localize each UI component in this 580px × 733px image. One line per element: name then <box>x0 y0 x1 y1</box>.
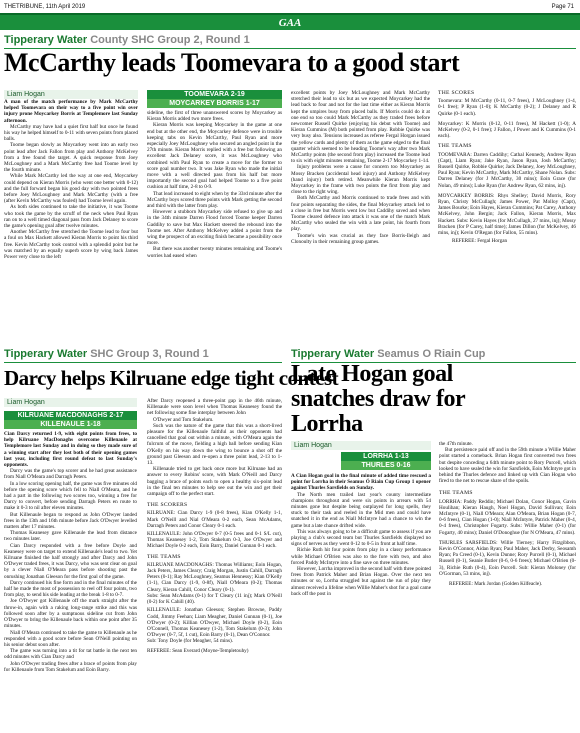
a1-section-sub: County SHC Group 2, Round 1 <box>90 34 250 46</box>
a1-scores-p1: Moycarkey: K Morris (0-12, 0-11 frees), M Hackett (1-0); A McKelvey (0-2, 0-1 free); J Fallon, J Power and K Cummins (0-1 each). <box>438 120 576 140</box>
gaa-banner <box>0 13 580 30</box>
a2-section-label <box>4 348 209 360</box>
a3-score-loser: THURLES 0-16 <box>341 461 431 470</box>
a2-teams-heading: THE TEAMS <box>147 553 181 560</box>
photo-placeholder <box>291 452 339 470</box>
a2-col1 <box>4 431 137 673</box>
a2-score-loser: KILLENAULE 1-18 <box>4 420 137 429</box>
a2-col2-p0: After Darcy reopened a three-point gap in the 46th minute, Killenaule were soon level when Thomas Keanesey found the net following some fine interplay between John <box>147 398 282 417</box>
a3-headline-line2: snatches draw for <box>291 386 466 412</box>
a2-col1-p0: Cian Darcy returned 1-9, with eight points from frees, to help Kilruane MacDonaghs overcome Killenaule at Templemore last Sunday and in doing so they made sure of a winning start after they lost both of their opening games last year, including first round defeat to last Sunday's opponents. <box>4 431 137 469</box>
a2-col1-p5: Cian Darcy responded with a free before Doyle and Keanesey were on target to extend Killenaule's lead to two. Yet Kilruane finished the half strongly and after Darcy and John O'Dwyer traded frees, it was Darcy, who was sent clear on goal by a clever Niall O'Meara pass before shooting past the onrushing Jonathan Gleeson for the first goal of the game. <box>4 542 137 580</box>
a1-teams-p1: MOYCARKEY BORRIS: Rhys Shelley; David Morris, Rory Ryan, Christy McCullagh; James Power, Pat Molloy (Capt), James Bourke; Eoin Hayes, Kieran Cummins; Pat Carey, Anthony McKelvey, John Bergin; Jack Fallon, Kieran Morris, Max Hackett. Subs: Kevin Hayes (for McCullagh, 27 mins, inj); Mossy Bracken (for P Carey, half time); James Dillon (for McKelvey, 46 mins, inj); Kevin O'Regan (for Fallon, 55 mins). <box>438 192 576 237</box>
a2-col1-p6: Darcy continued his fine form and in the final minutes of the half he made the most of possession to reel off four points, two from play, to send his side leading at the break 1-8 to 0-7. <box>4 579 137 599</box>
a2-rule <box>4 362 282 363</box>
a2-scorers-heading: THE SCORERS <box>147 502 188 509</box>
a1-scores-p0: Toomevara: M McCarthy (0-11, 0-7 frees), J McLoughney (1-4, 0-1 free); P Ryan (1-0); K McCarthy (0-2); J Delaney and R Quirke (0-1 each). <box>438 98 576 117</box>
a3-headline-line3: Lorrha <box>291 411 363 437</box>
a1-col2 <box>147 110 282 259</box>
a3-col1-p0: A Cian Hogan goal in the final minute of added time rescued a point for Lorrha in their Seamus Ó Riain Cup Group 1 opener against Thurles Sarsfields on Sunday. <box>291 473 431 492</box>
a3-section-main: Tipperary Water <box>291 348 378 360</box>
a2-scorers-p1: KILLENAULE: John O'Dwyer 0-7 (0-5 frees and 0-1 S/L cut), Thomas Keanesey 1-2, Tom Stakelum 0-3, Joe O'Dwyer and Michael Doyle 0-2 each, Eoin Barry, Daniel Gunnan 0-1 each. <box>147 531 282 550</box>
a3-teams-p0: LORRHA: Paddy Reddin; Michael Dolan, Conor Hogan, Gavin Houlihan; Kieran Haugh, Noel Hogan, David Sullivan; Eoin McIntyre (0-1), Niall O'Meara; Alan O'Meara, Brian Hogan (0-7, 0-6 frees), Cian Hogan (1-0); Niall McIntyre, Patrick Maher (0-4, 0-4 frees), Christopher Fogarty. Subs: Willie Maher (0-1) (for Fogarty, 40 mins); Daniel O'Donoghue (for N O'Meara, 47 mins). <box>439 498 576 536</box>
a2-section-sub: SHC Group 3, Round 1 <box>90 348 209 360</box>
a1-col1-p1: McCarthy may have had a quiet first half but once he found his way he helped himself to 0-11 with seven points from placed balls. <box>4 123 138 143</box>
a3-col1-p3: Richie Ruth hit four points from play in a classy performance while Michael O'Brien was also to the fore with two, and also forced Paddy McIntyre into a fine save on three minutes. <box>291 547 431 566</box>
a2-score-winner: KILRUANE MACDONAGHS 2-17 <box>4 411 137 420</box>
a1-col3-p2: Both McCarthy and Morris continued to trade frees and with four points separating the sides, the final Moycarkey attack led to a close in free but Morris went low but Caddihy saved and when Toome cleared defence into attack it was one of the match Mark McCarthy who sealed the win with a late point, his fourth from play. <box>291 195 430 233</box>
a3-section-sub: Seamus O Riain Cup <box>377 348 486 360</box>
a3-section-label <box>291 348 485 360</box>
banner-title: GAA <box>278 17 302 29</box>
a1-col3 <box>291 90 430 245</box>
a2-col1-p8: Niall O'Meara continued to take the game to Killenaule as he responded with a good score before Sean O'Neill pointing on his senior debut soon after. <box>4 629 137 648</box>
a2-section-main: Tipperary Water <box>4 348 91 360</box>
a2-teams-p2: KILLENAULE: Jonathan Gleeson; Stephen Browne, Paddy Codd, Jimmy Feehan; Liam Meagher, Daniel Gunnan (0-1), Joe O'Dwyer (0-2); Killian O'Dwyer, Michael Doyle (0-2), Eoin O'Connell, Thomas Keanesey (1-2), Tom Stakelum (0-3); John O'Dwyer (0-7, 5f, 1 cut), Eoin Barry (0-1), Dean O'Connor. <box>147 607 282 639</box>
a1-col1 <box>4 99 138 260</box>
a2-col2 <box>147 398 282 654</box>
a3-score-winner: LORRHA 1-13 <box>341 452 431 461</box>
a3-referee: REFEREE: Mark Jordan (Golden Kilfeacle). <box>449 581 543 588</box>
a2-headline: Darcy helps Kilruane edge tight contest <box>4 366 339 390</box>
a1-byline: Liam Hogan <box>4 90 138 99</box>
a3-col1 <box>291 473 431 597</box>
a1-col2-p4: But there was another twenty minutes remaining and Toome's worries had eased when <box>147 246 282 259</box>
a1-col1-p2: Toome began slowly as Moycarkey went into an early two point lead after Jack Fallon from play and Anthony McKelvey from a free found the target. A quick response from Joey McLoughney and a Mark McCarthy free had Toome level by the fourth minute. <box>4 142 138 174</box>
a1-referee: REFEREE: Fergal Horgan <box>452 238 508 245</box>
a2-col1-p7: Joe O'Dwyer got Killenaule off the mark straight after the throw-in, again with a raking long-range strike and this was followed soon after by a sumptuous sideline cut from John O'Dwyer to bring the Killenaule back within one point after 35 minutes. <box>4 598 137 630</box>
a1-score-loser: MOYCARKEY BORRIS 1-17 <box>147 99 282 108</box>
a1-col3-p1: Injury problems were a cause for concern too Moycarkey as Mossy Bracken (accidental head injury) and Anthony McKelvey (hand injury) both retired. Meanwhile Kieran Morris kept Moycarkey in the frame with two points the first from play and close to the right wing. <box>291 164 430 196</box>
a2-teams-p3: Sub: Tony Doyle (for Meagher, 54 mins). <box>147 638 234 645</box>
publication-date: THETRIBUNE, 11th April 2019 <box>4 4 86 10</box>
a3-col2 <box>439 441 576 587</box>
a1-section-label <box>4 34 250 46</box>
a3-col1-p4: However, Lorrha improved in the second half with three pointed frees from Patrick Maher and Brian Hogan. Over the next ten minutes or so, Lorrha struggled but against the run of play they almost received a lifeline when Willie Maher's shot for a goal came back off the post in <box>291 566 431 597</box>
a3-col1-p1: The North men trailed last year's county intermediate champions throughout and were six points in arrears with 54 minutes gone but despite being outplayed for long spells, they stuck to their task and reeled in the Mid men and could have snatched it in the end as Niall McIntyre had a chance to win the game but a late chance drifted wide. <box>291 491 431 529</box>
a1-col2-p2: That lead increased to eight when by the 33rd minute after the McCarthy boys scored three points with Mark getting the second and third with the latter from play. <box>147 190 282 210</box>
a1-col1-p4: As both sides continued to take the initiative, it was Toome who took the game by the scruff of the neck when Paul Ryan ran on to a well timed diagonal pass from Jack Delaney to score the game's opening goal after twelve minutes. <box>4 204 138 230</box>
a2-col2-p1: O'Dwyer and Tom Stakelum. <box>153 416 214 423</box>
a2-scorers-p0: KILRUANE: Cian Darcy 1-9 (0-8 frees), Kian O'Kelly 1-1, Mark O'Neill and Nial O'Meara 0-2 each, Sean McAdams, Darragh Peters and Conor Cleary 0-1 each. <box>147 510 282 529</box>
a1-col1-p5: Another McCarthy free stretched the Toome lead to four but a foul on Max Hackett allowed Kieran Morris to point his third free. Kevin McCarthy took control with a splendid point but he was matched by an equally superb score by wing back James Power very close to the left <box>4 229 138 261</box>
a1-col2-p3: However a stubborn Moycarkey side refused to give up and in the 34th minute Darren Flood forced Toome keeper Darren Gaddihy to save but Max Hackett steered the rebound into the Toome net. After Anthony McKelvey added a point from the wing the prospect of an exciting finish became a possibility once more. <box>147 209 282 247</box>
a2-byline: Liam Hogan <box>4 398 137 407</box>
a2-col1-p10: John O'Dwyer trading frees after a brace of points from play for Killenaule from Tom Stakelum and Eoin Barry. <box>4 660 137 673</box>
a2-teams-p0: KILRUANE MACDONAGHS: Thomas Williams; Eoin Hogan, Jack Peters, James Cleary; Craig Morgan, Justin Cahill, Darragh Peters (0-1); Ray McLoughney, Seamus Hennessy; Kian O'Kelly (1-1), Cian Darcy (1-9, 0-8f), Niall O'Meara (0-2); Thomas Cleary, Kieran Cahill, Conor Cleary (0-1). <box>147 561 282 593</box>
a1-teams-heading: THE TEAMS <box>438 143 472 150</box>
page-header <box>0 0 580 14</box>
a2-teams-p1: Subs: Sean McAdams (0-1) for T Cleary (11 inj); Mark O'Neill (0-2) for K Cahill (40). <box>147 592 282 606</box>
a2-col1-p4: Thomas Keanesey gave Killenaule the lead from distance two minutes later. <box>4 530 137 543</box>
a3-teams-heading: THE TEAMS <box>439 490 473 497</box>
a2-col2-p3: Killenaule tried to get back once more but Kilruane had an answer to every Robins' score, with Mark O'Neill and Darcy bagging a brace of points each to open a healthy six-point lead in the final ten minutes to help see out the win and get their campaign off to the perfect start. <box>147 466 282 498</box>
a1-teams-p0: TOOMEVARA: Darren Caddihy; Cathal Kennedy, Andrew Ryan (Capt), Liam Ryan; Jake Ryan, Jason Ryan, Josh McCarthy; Russell Quirke, Robbie Quirke; Jack Delaney, Joey McLoughney, Paul Ryan; Kevin McCarthy, Mark McCarthy, Shane Nolan. Subs: Darren Delaney (for J McCarthy, 30 mins); Eoin Grace (for Nolan, 49 mins); Luke Ryan (for Andrew Ryan, 62 mins, inj). <box>438 151 576 189</box>
a1-col3-p0: excellent points by Joey McLoughney and Mark McCarthy stretched their lead to six but as we expected Moycarkey had the lead back to four and not for the last time either as Kieran Morris kept the umpires busy from placed balls. If Morris could do it at one end so too could Mark McCarthy as they traded frees before newcomer Russell Quirke (enjoying his debut with Toome) and Kieran Cummins (M) both pointed from play. Robbie Quirke was very busy also. Tensions increased as referee Fergal Horgan issued the yellow cards and plenty of them as the game edged to the final quarter which seemed to be heading Toome's way after two Mark McCarthy points (the second from play) increased the Toome lead to six with eight minutes remaining, Toome 2-17 Moycarkey 1-14. <box>291 90 430 165</box>
a1-col2-p0: sideline, the first of three unanswered scores by Moycarkey as Kieran Morris added two more frees. <box>147 110 282 123</box>
a2-col2-p2: Such was the nature of the game that this was a short-lived pleasure for the Killenaule faithful as their opponents had cancelled that goal out within a minute, with O'Meara again the fulcrum of the move, fielding a high ball before sending Kian O'Kelly on his way down the wing to bounce a shot off the ground past Gleeson and re-open a three point lead, 2-13 to 1-13. <box>147 422 282 467</box>
a1-col1-p3: While Mark McCarthy led the way at one end, Moycarkey could depend on Kieran Morris (who went one better with 0-12) and the full forward began his good day with two pointed frees before Joey McLoughney and Mark McCarthy (with a free (after Kevin McCarthy was fouled) had Toome level again. <box>4 173 138 205</box>
a2-col1-p2: In a low scoring opening half, the game was five minutes old before the opening score which fell to Niall O'Meara, and he had a part in the following two scores too, winning a free for Darcy to convert, before sending Darragh Peters en route to make it 0-3 to nil after eleven minutes. <box>4 480 137 512</box>
a3-col2-p1: But persistence paid off and in the 59th minute a Willie Maher point started a comeback. Brian Hogan first converted two frees but despite conceding a 64th minute point to Rory Purcell, which looked to have sealed the win for Sarsfields, Eoin McIntyre got in behind the Thurles defence and linked up with Cian Hogan who fired to the net to rescue share of the spoils. <box>439 447 576 485</box>
a3-headline <box>291 362 576 437</box>
a1-col4 <box>438 90 576 244</box>
a1-scores-heading: THE SCORES <box>438 90 475 96</box>
a3-col2-p0: the 47th minute. <box>439 441 473 447</box>
a1-section-main: Tipperary Water <box>4 34 91 46</box>
a3-teams-p1: THURLES SARSFIELDS: Willie Tierney; Harry Fitzgibbon, Kevin O'Connor, Aidan Ryan; Paul Maher, Jack Derby, Seosamh Ryan; Pa Creed (0-1), Kevin Dunne; Rory Purcell (0-1), Michael Russell (0-1), Seanie Butler (0-6, 0-6 frees); Michael O'Brien (0-3), Richie Ruth (0-4), Eoin Purcell. Sub: Kieran Moloney (for O'Gorman, 53 mins, inj). <box>439 539 576 577</box>
a3-col1-p2: This was always going to be a difficult game to assess if you are playing a club's second team but Thurles Sarsfields displayed no signs of nerves as they went 0-12 to 0-5 in front at half time. <box>291 528 431 548</box>
a1-col2-p1: Kieran Morris was keeping Moycarkey in the game at one end but at the other end, the Moycarkey defence were in trouble keeping tabs on Kevin McCarthy, Paul Ryan and more especially Joey McLoughney who secured an angled point in the 27th minute. Kieran Morris replied with a free but following an excellent Jack Delaney score, it was McLoughney who combined with Paul Ryan to create a move for the former to score goal number two. It was Jake Ryan who made the initial move with a well directed pass from his half but more importantly the second goal had helped Toome to a five point cushion at half time, 2-8 to 0-9. <box>147 122 282 191</box>
a2-col1-p9: The game was turning into a tit for tat battle in the next ten odd minutes with Cian Darcy and <box>4 648 137 661</box>
a1-col1-p0: A man of the match performance by Mark McCarthy helped Toomevara on their way to a five point win over injury prone Moycarkey Borris at Templemore last Sunday afternoon. <box>4 99 138 124</box>
a1-col3-p3: Toome's win was crucial as they face Borris-Ileigh and Clonoulty in their remaining group games. <box>291 232 430 245</box>
a2-col1-p3: But Killenaule began to respond as John O'Dwyer landed frees in the 13th and 16th minute before Jack O'Dwyer levelled matters after 17 minutes. <box>4 511 137 531</box>
a1-score-winner: TOOMEVARA 2-19 <box>147 90 282 99</box>
a2-col1-p1: Darcy was the game's top scorer and he had great assistance from Niall O'Meara and Darragh Peters. <box>4 468 137 481</box>
a3-byline: Liam Hogan <box>291 441 431 450</box>
page-number: Page 71 <box>551 4 574 10</box>
a1-headline: McCarthy leads Toomevara to a good start <box>4 48 460 77</box>
a2-referee: REFEREE: Sean Everard (Moyne-Templetouhy) <box>147 647 249 654</box>
a3-headline-line1: Late Hogan goal <box>291 361 453 387</box>
